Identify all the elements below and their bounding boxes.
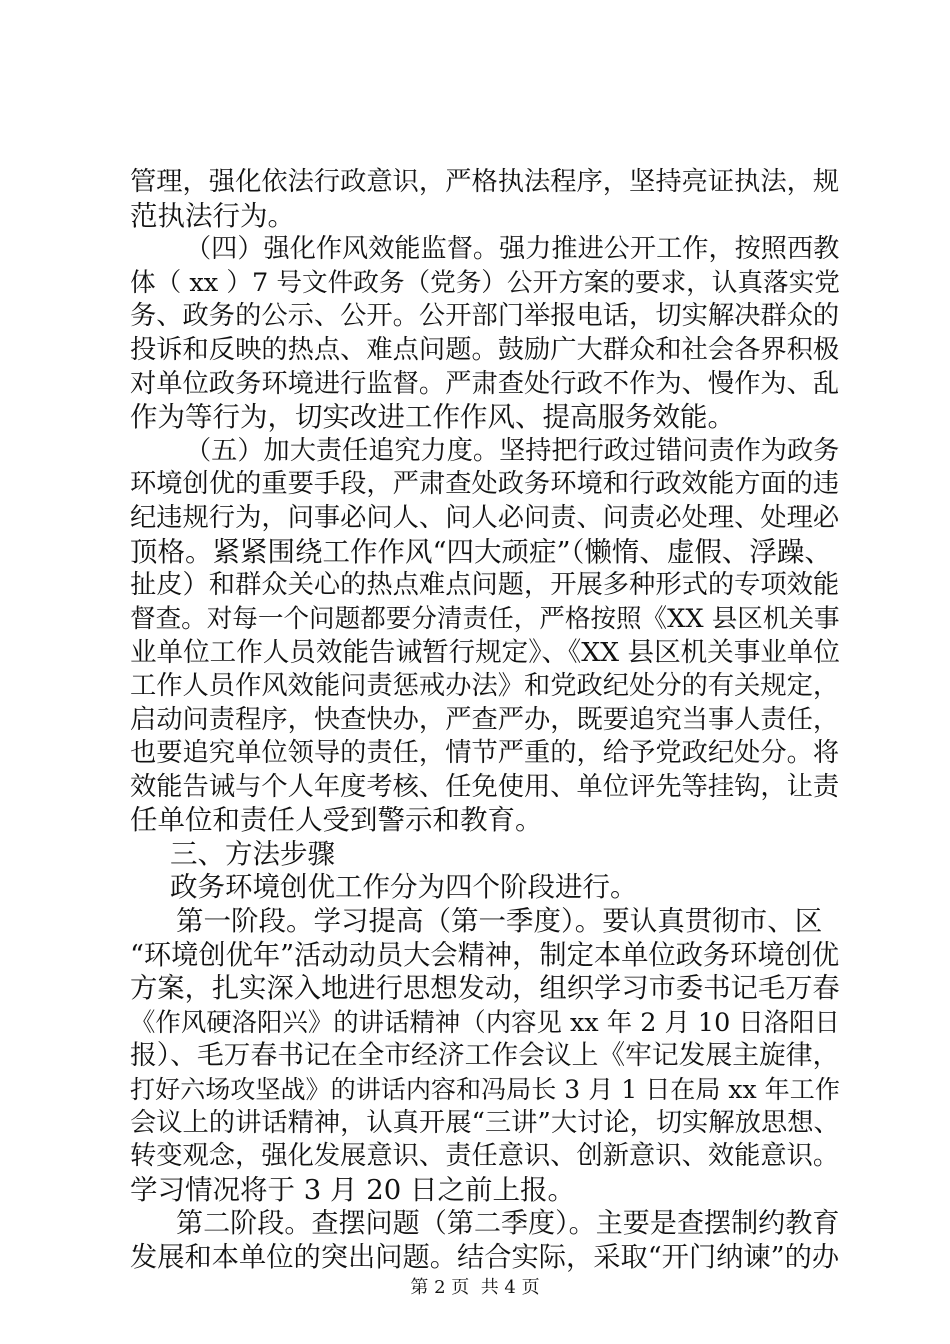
text-line: 作为等行为，切实改进工作作风、提高服务效能。 [130,401,735,434]
text-line: 方案，扎实深入地进行思想发动，组织学习市委书记毛万春 [130,973,840,1005]
text-line: “环境创优年”活动动员大会精神，制定本单位政务环境创优 [130,939,840,971]
text-line: 对单位政务环境进行监督。严肃查处行政不作为、慢作为、乱 [130,368,840,399]
text-line: 转变观念，强化发展意识、责任意识、创新意识、效能意识。 [130,1141,840,1172]
text-line: 环境创优的重要手段，严肃查处政务环境和行政效能方面的违 [130,469,840,500]
text-line: 务、政务的公示、公开。公开部门举报电话，切实解决群众的 [130,301,840,332]
text-line: 《作风硬洛阳兴》的讲话精神（内容见 xx 年 2 月 10 日洛阳日 [130,1006,840,1037]
text-line: 第二阶段。查摆问题（第二季度）。主要是查摆制约教育 [176,1208,840,1240]
text-line: 发展和本单位的突出问题。结合实际，采取“开门纳谏”的办 [130,1242,840,1273]
text-line: 投诉和反映的热点、难点问题。鼓励广大群众和社会各界积极 [130,334,840,365]
text-line: 管理，强化依法行政意识，严格执法程序，坚持亮证执法，规 [130,167,840,197]
text-line: 效能告诫与个人年度考核、任免使用、单位评先等挂钩，让责 [130,771,840,802]
text-line: 范执法行为。 [130,199,295,232]
text-line: 第一阶段。学习提高（第一季度）。要认真贯彻市、区 [176,905,823,938]
text-line: 纪违规行为，问事必问人、问人必问责、问责必处理、处理必 [130,502,840,533]
text-line: 会议上的讲话精神，认真开展“三讲”大讨论，切实解放思想、 [130,1107,840,1138]
page-footer [0,1276,950,1300]
text-line: 任单位和责任人受到警示和教育。 [130,804,543,837]
text-line: 启动问责程序，快查快办，严查严办，既要追究当事人责任， [130,704,840,735]
text-line: 顶格。紧紧围绕工作作风“四大顽症”（懒惰、虚假、浮躁、 [130,535,832,568]
text-line: 扯皮）和群众关心的热点难点问题，开展多种形式的专项效能 [130,570,840,601]
text-line: 三、方法步骤 [170,837,335,870]
text-line: （五）加大责任追究力度。坚持把行政过错问责作为政务 [185,435,840,466]
text-line: 业单位工作人员效能告诫暂行规定》、《XX 县区机关事业单位 [130,637,840,669]
text-line: 工作人员作风效能问责惩戒办法》和党政纪处分的有关规定， [130,670,840,701]
text-line: 体（ xx ）7 号文件政务（党务）公开方案的要求，认真落实党 [130,267,840,298]
text-line: （四）强化作风效能监督。强力推进公开工作，按照西教 [185,234,840,265]
text-line: 政务环境创优工作分为四个阶段进行。 [170,871,638,904]
document-body [130,166,840,1275]
text-line: 学习情况将于 3 月 20 日之前上报。 [130,1173,575,1206]
text-line: 督查。对每一个问题都要分清责任，严格按照《XX 县区机关事 [130,603,840,634]
page-number-label: 第 2 页 共 4 页 [410,1277,540,1298]
text-line: 报）、毛万春书记在全市经济工作会议上《牢记发展主旋律， [130,1040,840,1072]
text-line: 也要追究单位领导的责任，情节严重的，给予党政纪处分。将 [130,738,840,769]
text-line: 打好六场攻坚战》的讲话内容和冯局长 3 月 1 日在局 xx 年工作 [130,1075,840,1105]
